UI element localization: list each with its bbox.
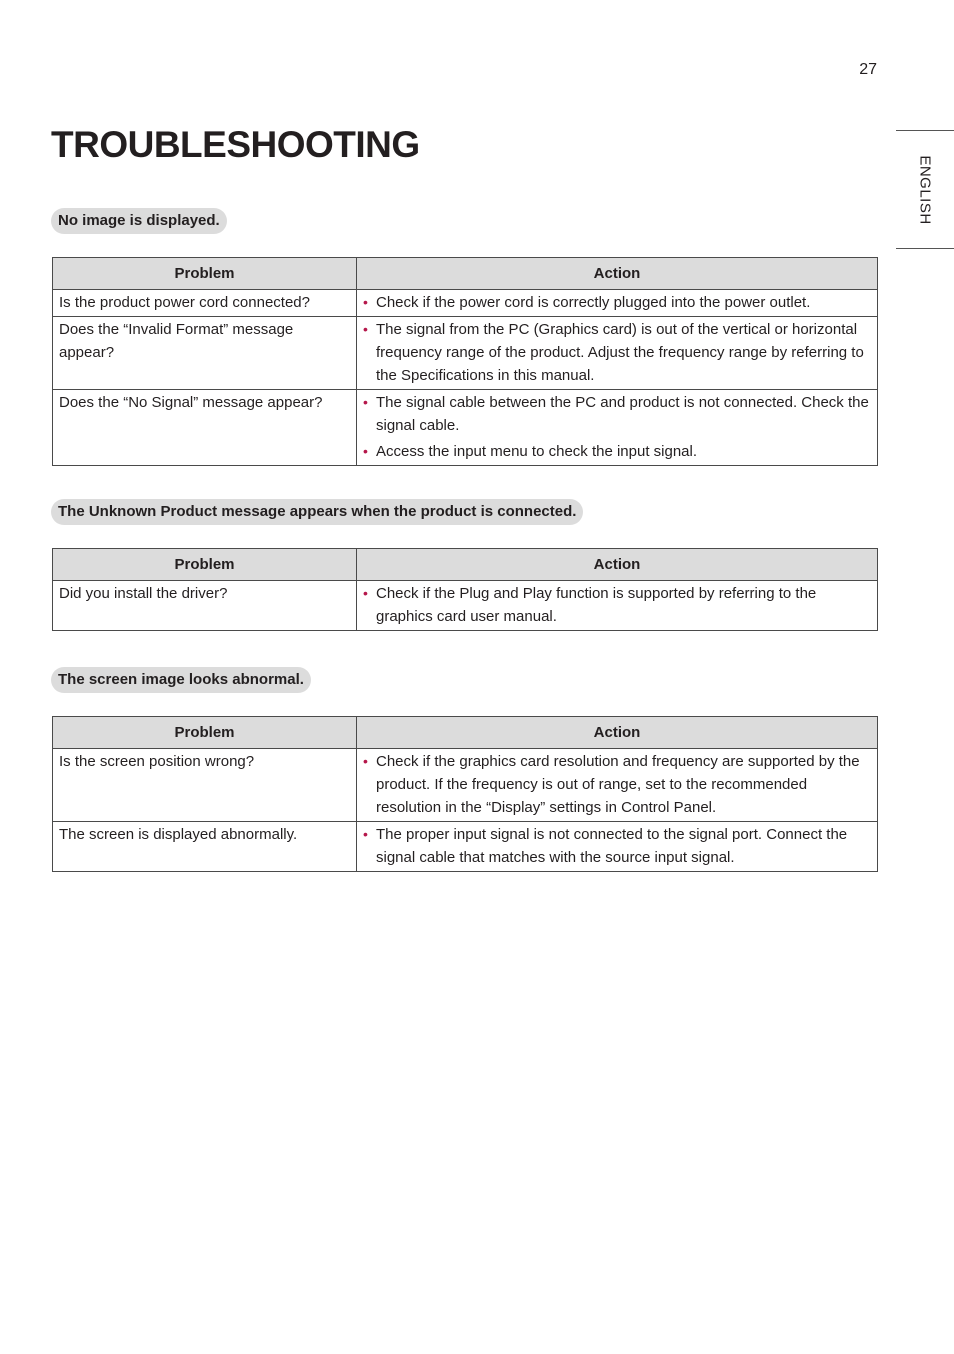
bullet-icon: • xyxy=(363,826,368,842)
action-item xyxy=(363,440,871,463)
table-row xyxy=(53,317,878,390)
table-row xyxy=(53,822,878,872)
problem-cell: Is the screen position wrong? xyxy=(53,749,357,822)
action-text: The proper input signal is not connected to the signal port. Connect the signal cable that matches with the source input signal. xyxy=(376,826,848,866)
action-cell xyxy=(357,581,878,631)
troubleshooting-table-no-image xyxy=(52,257,878,466)
section-heading-unknown-product: The Unknown Product message appears when the product is connected. xyxy=(51,499,583,525)
action-text: The signal from the PC (Graphics card) is out of the vertical or horizontal frequency range of the product. Adjust the frequency range by referring to the Specifications in this manual. xyxy=(376,321,864,384)
action-cell xyxy=(357,290,878,317)
action-text: Check if the graphics card resolution and frequency are supported by the product. If the frequency is out of range, set to the recommended resolution in the “Display” settings in Control Panel. xyxy=(376,753,860,816)
bullet-icon: • xyxy=(363,585,368,601)
bullet-icon: • xyxy=(363,443,368,459)
bullet-icon: • xyxy=(363,294,368,310)
action-text: The signal cable between the PC and product is not connected. Check the signal cable. xyxy=(376,394,869,434)
action-text: Check if the power cord is correctly plugged into the power outlet. xyxy=(376,294,811,311)
bullet-icon: • xyxy=(363,753,368,769)
action-item xyxy=(363,823,871,869)
page-number: 27 xyxy=(859,61,877,78)
problem-cell: The screen is displayed abnormally. xyxy=(53,822,357,872)
action-item xyxy=(363,291,871,314)
action-item xyxy=(363,318,871,387)
action-text: Access the input menu to check the input signal. xyxy=(376,443,698,460)
action-cell xyxy=(357,390,878,466)
column-header-problem: Problem xyxy=(53,258,357,290)
table-row xyxy=(53,390,878,466)
table-row xyxy=(53,581,878,631)
column-header-action: Action xyxy=(357,258,878,290)
bullet-icon: • xyxy=(363,394,368,410)
action-item xyxy=(363,391,871,437)
problem-cell: Does the “No Signal” message appear? xyxy=(53,390,357,466)
section-heading-no-image: No image is displayed. xyxy=(51,208,227,234)
action-cell xyxy=(357,317,878,390)
language-label: ENGLISH xyxy=(916,154,934,225)
table-row xyxy=(53,749,878,822)
action-item xyxy=(363,582,871,628)
bullet-icon: • xyxy=(363,321,368,337)
troubleshooting-table-unknown-product xyxy=(52,548,878,631)
section-heading-screen-abnormal: The screen image looks abnormal. xyxy=(51,667,311,693)
troubleshooting-table-screen-abnormal xyxy=(52,716,878,872)
action-item xyxy=(363,750,871,819)
problem-cell: Does the “Invalid Format” message appear? xyxy=(53,317,357,390)
column-header-action: Action xyxy=(357,549,878,581)
problem-cell: Did you install the driver? xyxy=(53,581,357,631)
language-tab xyxy=(896,130,954,249)
column-header-action: Action xyxy=(357,717,878,749)
action-cell xyxy=(357,822,878,872)
table-row xyxy=(53,290,878,317)
action-text: Check if the Plug and Play function is supported by referring to the graphics card user manual. xyxy=(376,585,817,625)
column-header-problem: Problem xyxy=(53,717,357,749)
problem-cell: Is the product power cord connected? xyxy=(53,290,357,317)
page-title: TROUBLESHOOTING xyxy=(51,124,420,165)
action-cell xyxy=(357,749,878,822)
column-header-problem: Problem xyxy=(53,549,357,581)
